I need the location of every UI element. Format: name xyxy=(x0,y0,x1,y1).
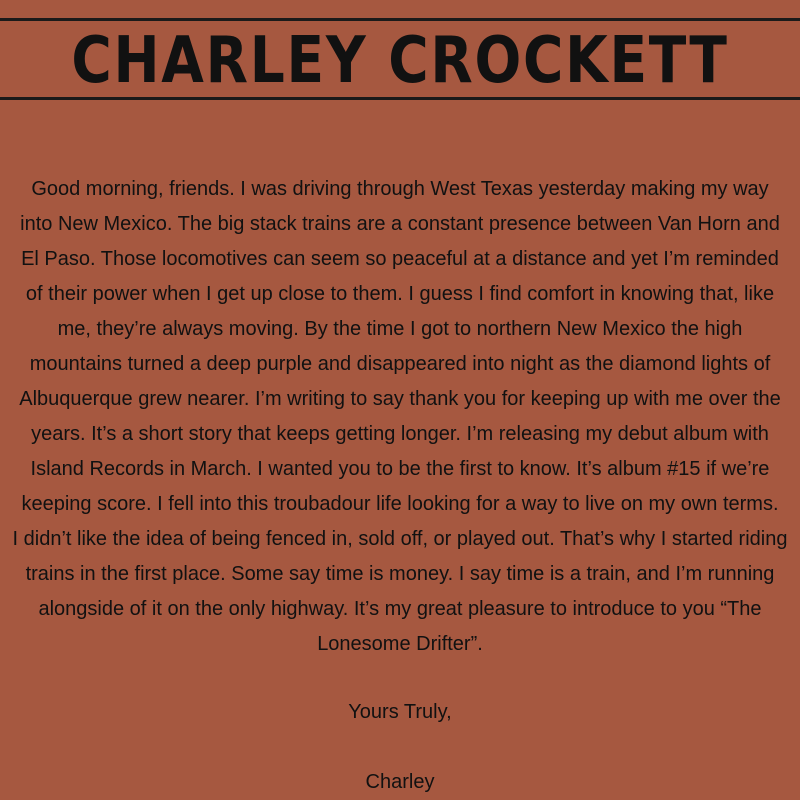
letter xyxy=(0,172,800,800)
site-title[interactable]: CHARLEY CROCKETT xyxy=(71,24,729,98)
letter-body: Good morning, friends. I was driving through West Texas yesterday making my way into New Mexico. The big stack trains are a constant presence between Van Horn and El Paso. Those locomotives can seem so peaceful at a distance and yet I’m reminded of their power when I get up close to them. I guess I find comfort in knowing that, like me, they’re always moving. By the time I got to northern New Mexico the high mountains turned a deep purple and disappeared into night as the diamond lights of Albuquerque grew nearer. I’m writing to say thank you for keeping up with me over the years. It’s a short story that keeps getting longer. I’m releasing my debut album with Island Records in March. I wanted you to be the first to know. It’s album #15 if we’re keeping score. I fell into this troubadour life looking for a way to live on my own terms. I didn’t like the idea of being fenced in, sold off, or played out. That’s why I started riding trains in the first place. Some say time is money. I say time is a train, and I’m running alongside of it on the only highway. It’s my great pleasure to introduce to you “The Lonesome Drifter”. xyxy=(12,178,788,655)
letter-signature: Charley xyxy=(365,771,435,793)
letter-closing: Yours Truly, xyxy=(348,701,452,723)
